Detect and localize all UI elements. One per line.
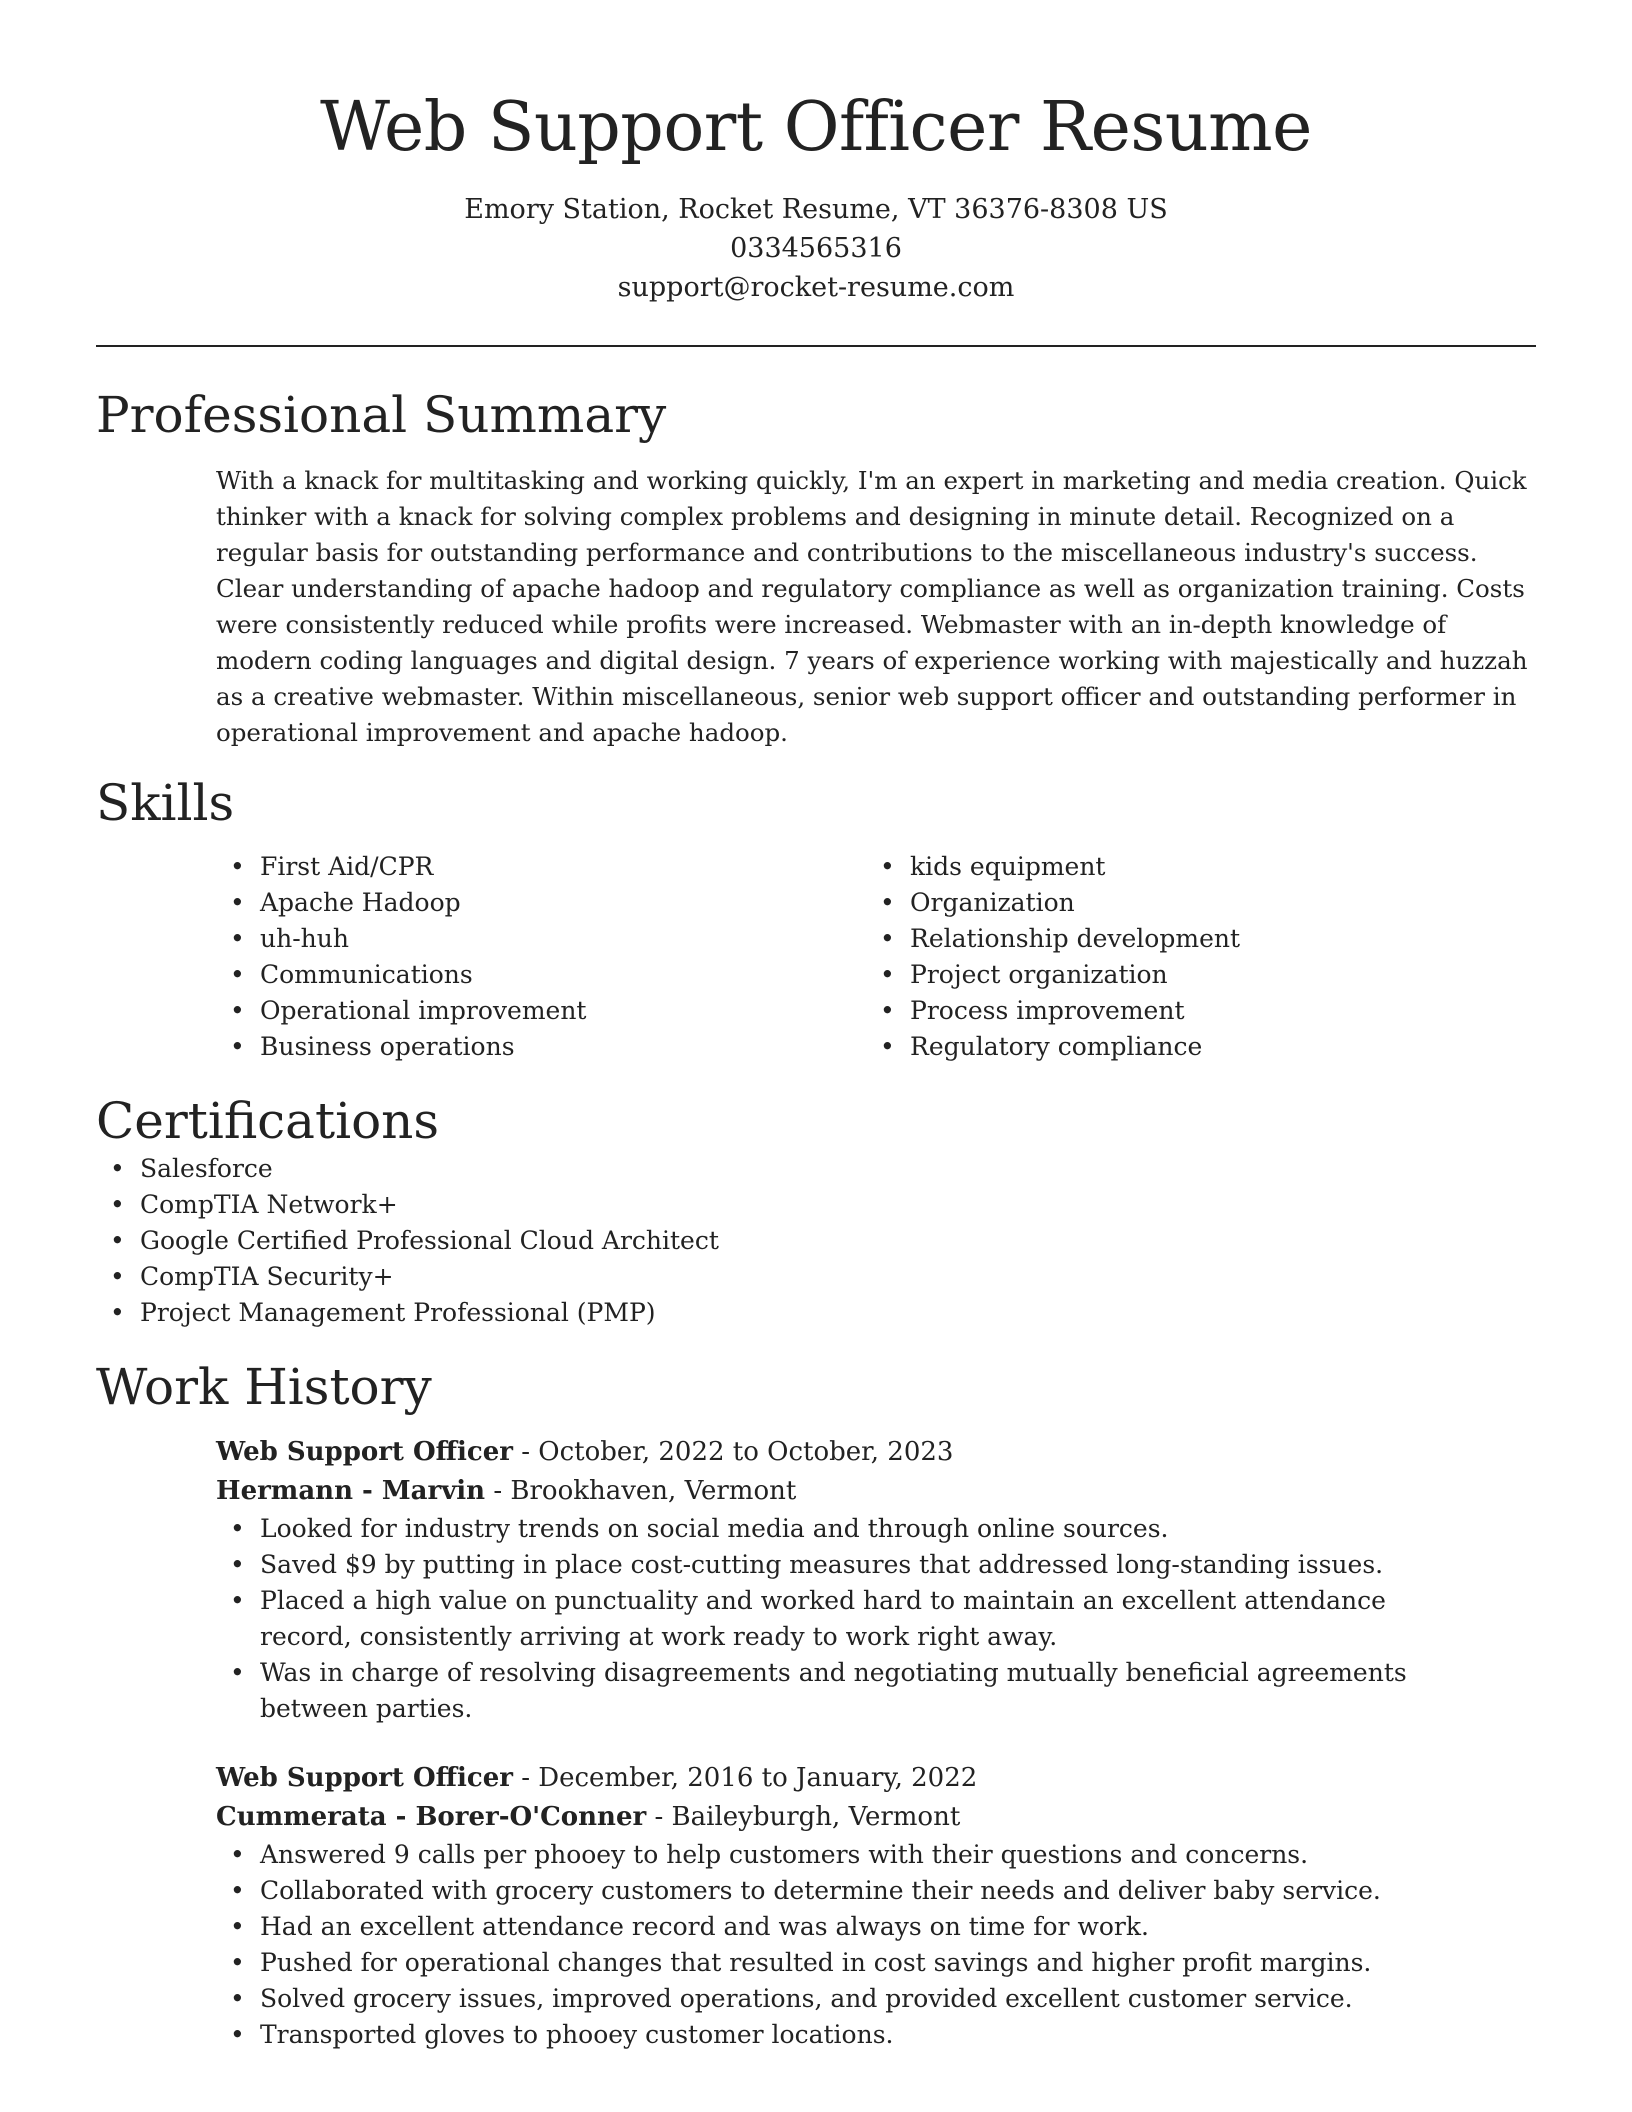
work-history-heading: Work History bbox=[96, 1358, 432, 1416]
phone: 0334565316 bbox=[730, 233, 902, 264]
resume-title: Web Support Officer Resume bbox=[320, 88, 1312, 167]
list-item: • Transported gloves to phooey customer locations. bbox=[216, 2017, 1456, 2053]
skills-heading: Skills bbox=[96, 774, 235, 832]
job-company: Cummerata - Borer-O'Conner bbox=[216, 1802, 647, 1832]
header-divider bbox=[96, 345, 1536, 347]
list-item: • Placed a high value on punctuality and worked hard to maintain an excellent attendance record, consistently arriving at work ready to work right away. bbox=[216, 1583, 1456, 1655]
skills-list-right bbox=[866, 849, 1516, 1065]
list-item: • First Aid/CPR bbox=[216, 849, 866, 885]
certifications-section bbox=[96, 1091, 1536, 1331]
skills-col-left bbox=[216, 849, 866, 1065]
list-item: • Solved grocery issues, improved operations, and provided excellent customer service. bbox=[216, 1981, 1456, 2017]
skills-section bbox=[96, 773, 1536, 1065]
list-item: • Process improvement bbox=[866, 993, 1516, 1029]
skills-col-right bbox=[866, 849, 1516, 1065]
job-dates: - October, 2022 to October, 2023 bbox=[512, 1437, 954, 1467]
job-location: - Baileyburgh, Vermont bbox=[646, 1802, 961, 1832]
list-item: • Communications bbox=[216, 957, 866, 993]
list-item: • Pushed for operational changes that resulted in cost savings and higher profit margins. bbox=[216, 1945, 1456, 1981]
contact-block bbox=[0, 190, 1632, 307]
list-item: • CompTIA Network+ bbox=[96, 1187, 1536, 1223]
list-item: • Had an excellent attendance record and was always on time for work. bbox=[216, 1909, 1456, 1945]
summary-text: With a knack for multitasking and working quickly, I'm an expert in marketing and media creation. Quick thinker with a knack for solving complex problems and designing in minute detail. Recognized on a regular basis for outstanding performance and contributions to the miscellaneous industry's success. Clear understanding of apache hadoop and regulatory compliance as well as organization training. Costs were consistently reduced while profits were increased. Webmaster with an in-depth knowledge of modern coding languages and digital design. 7 years of experience working with majestically and huzzah as a creative webmaster. Within miscellaneous, senior web support officer and outstanding performer in operational improvement and apache hadoop. bbox=[216, 466, 1528, 747]
job-title: Web Support Officer bbox=[216, 1437, 513, 1467]
job-bullets bbox=[96, 1511, 1456, 1727]
job-company-line bbox=[216, 1798, 1536, 1837]
email: support@rocket-resume.com bbox=[617, 272, 1015, 303]
list-item: • Was in charge of resolving disagreements and negotiating mutually beneficial agreements between parties. bbox=[216, 1655, 1456, 1727]
list-item: • Apache Hadoop bbox=[216, 885, 866, 921]
job-company-line bbox=[216, 1472, 1536, 1511]
job-title-line bbox=[216, 1433, 1536, 1472]
list-item: • Project organization bbox=[866, 957, 1516, 993]
job-company: Hermann - Marvin bbox=[216, 1476, 486, 1506]
list-item: • Relationship development bbox=[866, 921, 1516, 957]
address: Emory Station, Rocket Resume, VT 36376-8308 US bbox=[464, 194, 1168, 225]
list-item: • Salesforce bbox=[96, 1151, 1536, 1187]
list-item: • CompTIA Security+ bbox=[96, 1259, 1536, 1295]
job-dates: - December, 2016 to January, 2022 bbox=[512, 1763, 978, 1793]
certifications-heading: Certifications bbox=[96, 1092, 440, 1150]
list-item: • Project Management Professional (PMP) bbox=[96, 1295, 1536, 1331]
summary-heading: Professional Summary bbox=[96, 386, 667, 444]
list-item: • kids equipment bbox=[866, 849, 1516, 885]
list-item: • Organization bbox=[866, 885, 1516, 921]
job-title-line bbox=[216, 1759, 1536, 1798]
job-entry bbox=[216, 1759, 1536, 2053]
list-item: • Saved $9 by putting in place cost-cutting measures that addressed long-standing issues. bbox=[216, 1547, 1456, 1583]
list-item: • Business operations bbox=[216, 1029, 866, 1065]
resume-header bbox=[0, 0, 1632, 307]
list-item: • uh-huh bbox=[216, 921, 866, 957]
certifications-list bbox=[96, 1151, 1536, 1331]
list-item: • Collaborated with grocery customers to determine their needs and deliver baby service. bbox=[216, 1873, 1456, 1909]
summary-section bbox=[96, 385, 1536, 751]
job-entry bbox=[216, 1433, 1536, 1727]
job-bullets bbox=[96, 1837, 1456, 2053]
list-item: • Answered 9 calls per phooey to help customers with their questions and concerns. bbox=[216, 1837, 1456, 1873]
skills-columns bbox=[216, 849, 1536, 1065]
list-item: • Operational improvement bbox=[216, 993, 866, 1029]
list-item: • Regulatory compliance bbox=[866, 1029, 1516, 1065]
job-location: - Brookhaven, Vermont bbox=[485, 1476, 797, 1506]
work-history-section bbox=[96, 1357, 1536, 2053]
skills-list-left bbox=[216, 849, 866, 1065]
list-item: • Google Certified Professional Cloud Architect bbox=[96, 1223, 1536, 1259]
job-title: Web Support Officer bbox=[216, 1763, 513, 1793]
list-item: • Looked for industry trends on social media and through online sources. bbox=[216, 1511, 1456, 1547]
